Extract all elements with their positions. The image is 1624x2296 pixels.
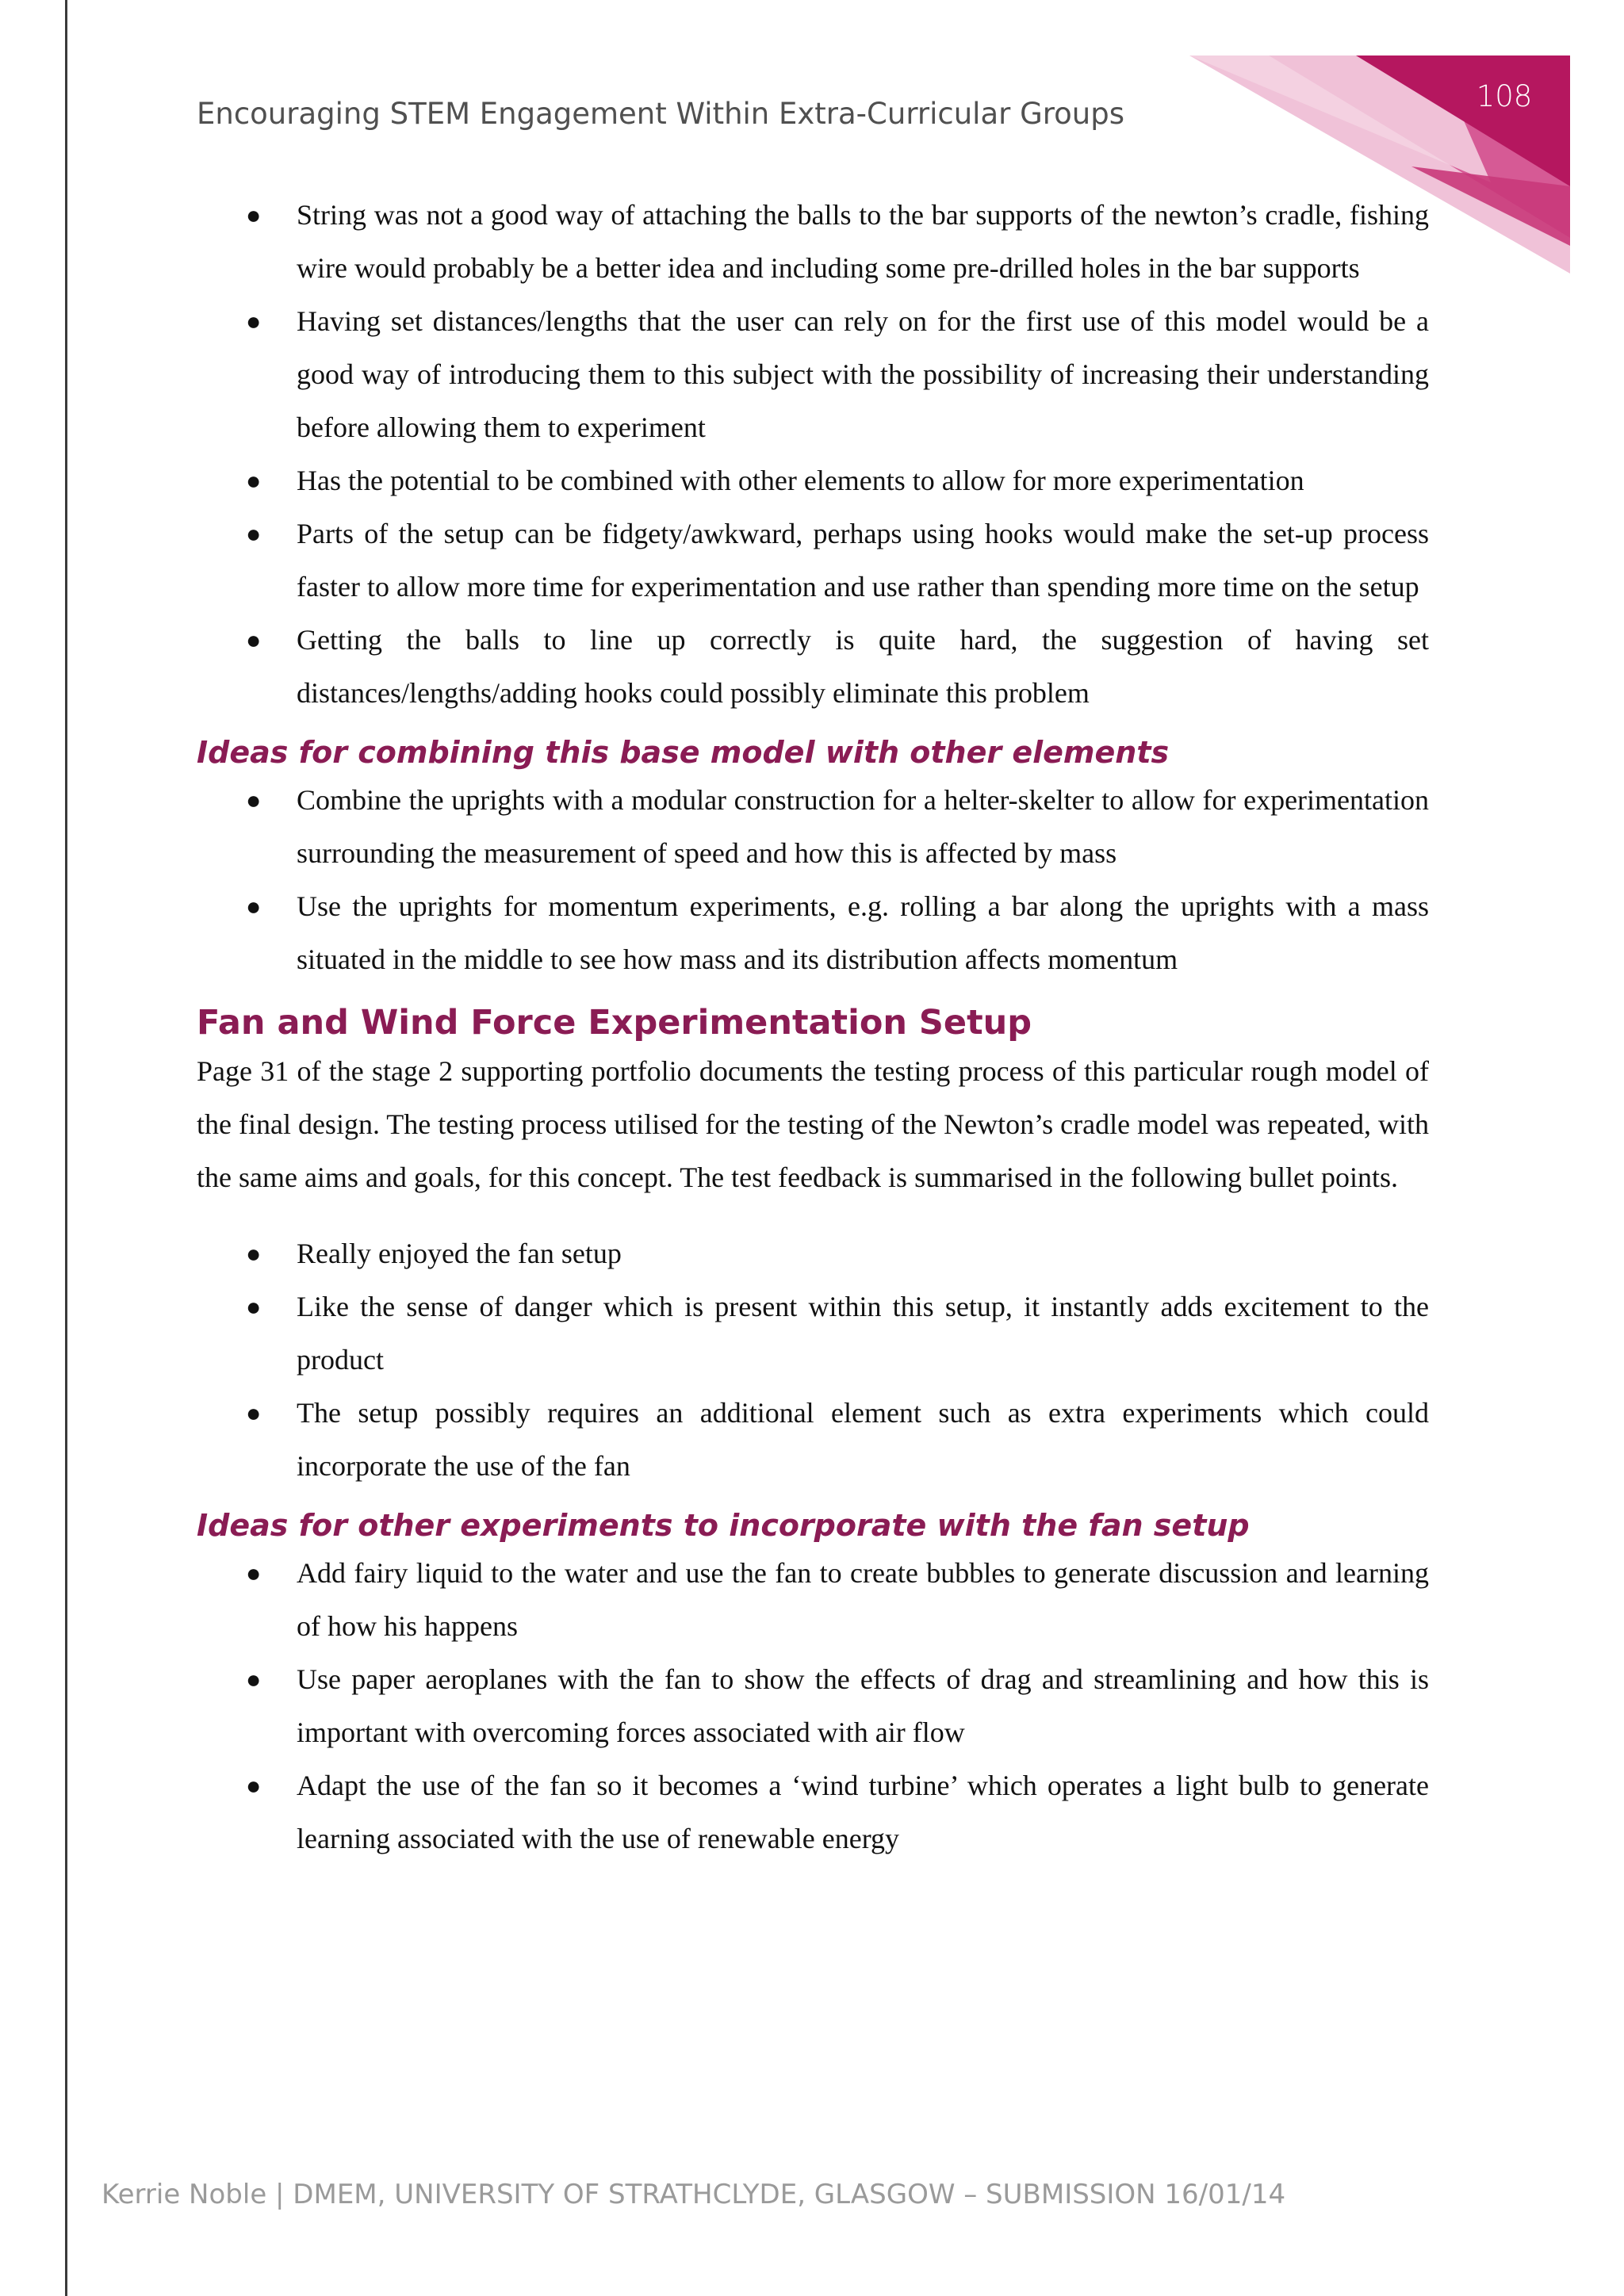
running-header-title: Encouraging STEM Engagement Within Extra-Curricular Groups xyxy=(197,97,1125,131)
list-item: ● Really enjoyed the fan setup xyxy=(197,1227,1429,1280)
fan-section-paragraph: Page 31 of the stage 2 supporting portfolio documents the testing process of this particular rough model of the final design. The testing process utilised for the testing of the Newton’s cradle model was repeated, with the same aims and goals, for this concept. The test feedback is summarised in the following bullet points. xyxy=(197,1055,1429,1193)
list-item: ● Use paper aeroplanes with the fan to show the effects of drag and streamlining and how this is important with overcoming forces associated with air flow xyxy=(197,1653,1429,1759)
fan-section-heading: Fan and Wind Force Experimentation Setup xyxy=(197,1003,1032,1043)
bullet-icon: ● xyxy=(246,201,262,229)
bullet-icon: ● xyxy=(246,519,262,548)
bullet-icon: ● xyxy=(246,1292,262,1321)
bullet-icon: ● xyxy=(246,626,262,654)
list-item: ● String was not a good way of attaching the balls to the bar supports of the newton’s cradle, fishing wire would probably be a better idea and including some pre-drilled holes in the bar supports xyxy=(197,189,1429,295)
list-item: ● Use the uprights for momentum experiments, e.g. rolling a bar along the uprights with a mass situated in the middle to see how mass and its distribution affects momentum xyxy=(197,880,1429,986)
bullet-icon: ● xyxy=(246,892,262,920)
fan-ideas-heading: Ideas for other experiments to incorporate with the fan setup xyxy=(197,1508,1250,1543)
list-item: ● Adapt the use of the fan so it becomes a ‘wind turbine’ which operates a light bulb to generate learning associated with the use of renewable energy xyxy=(197,1759,1429,1866)
bullet-icon: ● xyxy=(246,307,262,335)
bullet-icon: ● xyxy=(246,1665,262,1693)
bullet-icon: ● xyxy=(246,466,262,495)
fan-ideas-list xyxy=(197,1547,1429,1866)
list-item: ● Has the potential to be combined with other elements to allow for more experimentation xyxy=(197,454,1429,507)
bullet-icon: ● xyxy=(246,1771,262,1800)
list-item: ● Parts of the setup can be fidgety/awkward, perhaps using hooks would make the set-up process faster to allow more time for experimentation and use rather than spending more time on the setup xyxy=(197,507,1429,614)
list-item: ● Add fairy liquid to the water and use the fan to create bubbles to generate discussion and learning of how his happens xyxy=(197,1547,1429,1653)
list-item: ● The setup possibly requires an additional element such as extra experiments which could incorporate the use of the fan xyxy=(197,1387,1429,1493)
list-item: ● Like the sense of danger which is present within this setup, it instantly adds excitement to the product xyxy=(197,1280,1429,1387)
newton-feedback-list xyxy=(197,189,1429,720)
bullet-icon: ● xyxy=(246,1559,262,1587)
bullet-icon: ● xyxy=(246,786,262,814)
page-left-border xyxy=(65,0,67,2296)
page-footer: Kerrie Noble | DMEM, UNIVERSITY OF STRATHCLYDE, GLASGOW – SUBMISSION 16/01/14 xyxy=(102,2179,1286,2210)
combining-ideas-heading: Ideas for combining this base model with other elements xyxy=(197,735,1170,770)
page-number: 108 xyxy=(1476,79,1533,113)
fan-feedback-list xyxy=(197,1227,1429,1493)
bullet-icon: ● xyxy=(246,1399,262,1427)
bullet-icon: ● xyxy=(246,1239,262,1268)
page-content xyxy=(197,189,1429,1866)
list-item: ● Combine the uprights with a modular construction for a helter-skelter to allow for experimentation surrounding the measurement of speed and how this is affected by mass xyxy=(197,774,1429,880)
combining-ideas-list xyxy=(197,774,1429,986)
list-item: ● Having set distances/lengths that the user can rely on for the first use of this model would be a good way of introducing them to this subject with the possibility of increasing their understanding before allowing them to experiment xyxy=(197,295,1429,454)
list-item: ● Getting the balls to line up correctly is quite hard, the suggestion of having set distances/lengths/adding hooks could possibly eliminate this problem xyxy=(197,614,1429,720)
